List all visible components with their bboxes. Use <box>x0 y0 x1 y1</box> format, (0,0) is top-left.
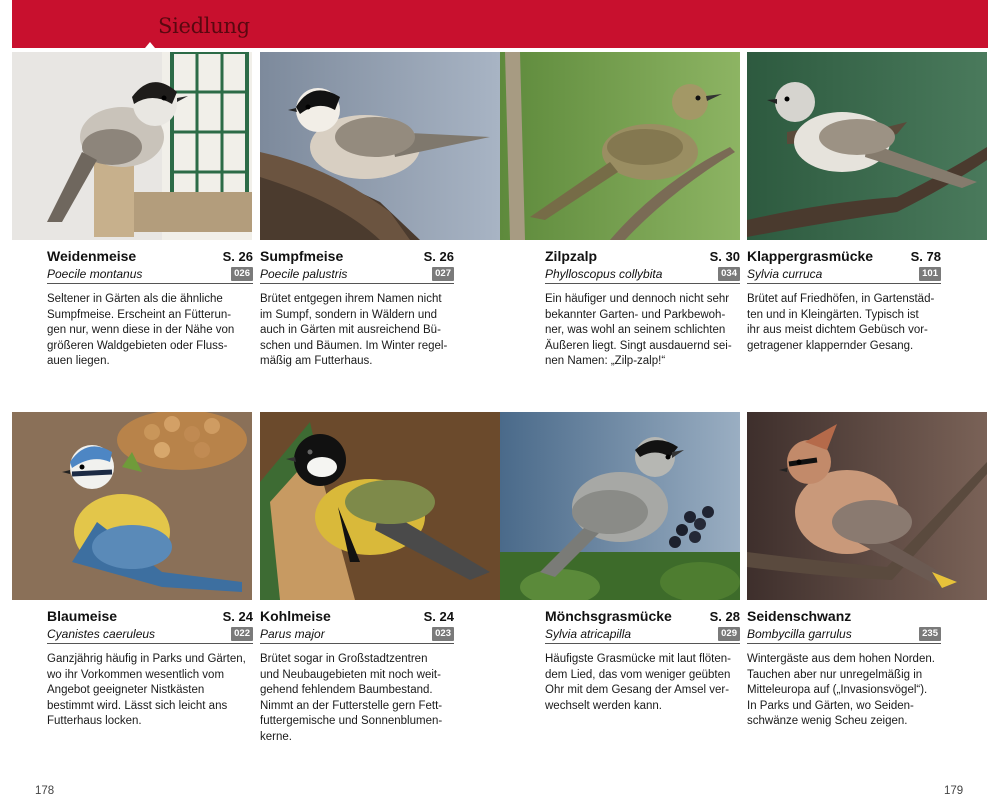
page-reference: S. 26 <box>222 249 253 264</box>
bird-photo-blaumeise <box>12 412 252 600</box>
bird-description: Brütet entgegen ihrem Namen nicht im Sumpf, sondern in Wäldern und auch in Gärten mit ausreichend Bü- schen und Bäumen. Im Winter regel- mäßig am Futterhaus. <box>260 293 448 367</box>
species-code-badge: 023 <box>432 627 454 641</box>
species-code-badge: 034 <box>718 267 740 281</box>
bird-name: Kohlmeise <box>260 608 331 624</box>
bird-description: Ganzjährig häufig in Parks und Gärten, wo ihr Vorkommen wesentlich vom Angebot geeigneter Nistkästen bestimmt wird. Lässt sich leicht ans Futterhaus locken. <box>47 653 246 727</box>
bird-name: Sumpfmeise <box>260 248 344 264</box>
bird-photo-moenchsgrasmuecke <box>500 412 740 600</box>
species-code-badge: 022 <box>231 627 253 641</box>
bird-photo-weidenmeise <box>12 52 252 240</box>
bird-name: Klappergrasmücke <box>747 248 874 264</box>
bird-photo-zilpzalp <box>500 52 740 240</box>
bird-name: Mönchsgrasmücke <box>545 608 672 624</box>
bird-name: Blaumeise <box>47 608 118 624</box>
section-title: Siedlung <box>158 14 250 38</box>
latin-name: Poecile montanus <box>47 266 143 281</box>
bird-description: Seltener in Gärten als die ähnliche Sumpfmeise. Erscheint an Fütterun- gen nur, wenn diese in der Nähe von größeren Waldgebieten oder Fluss- auen liegen. <box>47 293 235 367</box>
bird-photo-kohlmeise <box>260 412 500 600</box>
species-code-badge: 101 <box>919 267 941 281</box>
latin-name: Poecile palustris <box>260 266 348 281</box>
page-reference: S. 28 <box>709 609 740 624</box>
bird-description: Ein häufiger und dennoch nicht sehr bekannter Garten- und Parkbewoh- ner, was wohl an seinem schlichten Äußeren liegt. Singt ausdauernd sei- nen Namen: „Zilp-zalp!“ <box>545 293 732 367</box>
bird-photo-sumpfmeise <box>260 52 500 240</box>
header-notch <box>145 42 155 48</box>
latin-name: Parus major <box>260 626 325 641</box>
page-reference: S. 24 <box>423 609 454 624</box>
bird-description: Brütet sogar in Großstadtzentren und Neubaugebieten mit noch weit- gehend fehlendem Baumbestand. Nimmt an der Futterstelle gern Fett- futtergemische und Sonnenblumen- kerne. <box>260 653 443 743</box>
page-reference: S. 26 <box>423 249 454 264</box>
bird-photo-klappergrasmuecke <box>747 52 987 240</box>
species-code-badge: 235 <box>919 627 941 641</box>
latin-name: Cyanistes caeruleus <box>47 626 156 641</box>
latin-name: Sylvia atricapilla <box>545 626 632 641</box>
bird-photo-seidenschwanz <box>747 412 987 600</box>
species-code-badge: 029 <box>718 627 740 641</box>
latin-name: Phylloscopus collybita <box>545 266 663 281</box>
page-number-left: 178 <box>35 785 55 797</box>
latin-name: Sylvia curruca <box>747 266 823 281</box>
bird-name: Seidenschwanz <box>747 608 852 624</box>
page-reference: S. 30 <box>709 249 740 264</box>
bird-description: Wintergäste aus dem hohen Norden. Tauchen aber nur unregelmäßig in Mitteleuropa auf („Invasionsvögel“). In Parks und Gärten, wo Seiden- schwänze wenig Scheu zeigen. <box>747 653 935 727</box>
species-code-badge: 027 <box>432 267 454 281</box>
latin-name: Bombycilla garrulus <box>747 626 852 641</box>
page-reference: S. 78 <box>910 249 941 264</box>
bird-name: Weidenmeise <box>47 248 137 264</box>
bird-description: Brütet auf Friedhöfen, in Gartenstäd- ten und in Kleingärten. Typisch ist ihr aus meist dichtem Gebüsch vor- getragener klappernder Gesang. <box>747 293 935 352</box>
species-code-badge: 026 <box>231 267 253 281</box>
page-reference: S. 24 <box>222 609 253 624</box>
bird-description: Häufigste Grasmücke mit laut flöten- dem Lied, das vom weniger geübten Ohr mit dem Gesang der Amsel ver- wechselt werden kann. <box>545 653 731 712</box>
bird-name: Zilpzalp <box>545 248 598 264</box>
page-number-right: 179 <box>944 785 964 797</box>
